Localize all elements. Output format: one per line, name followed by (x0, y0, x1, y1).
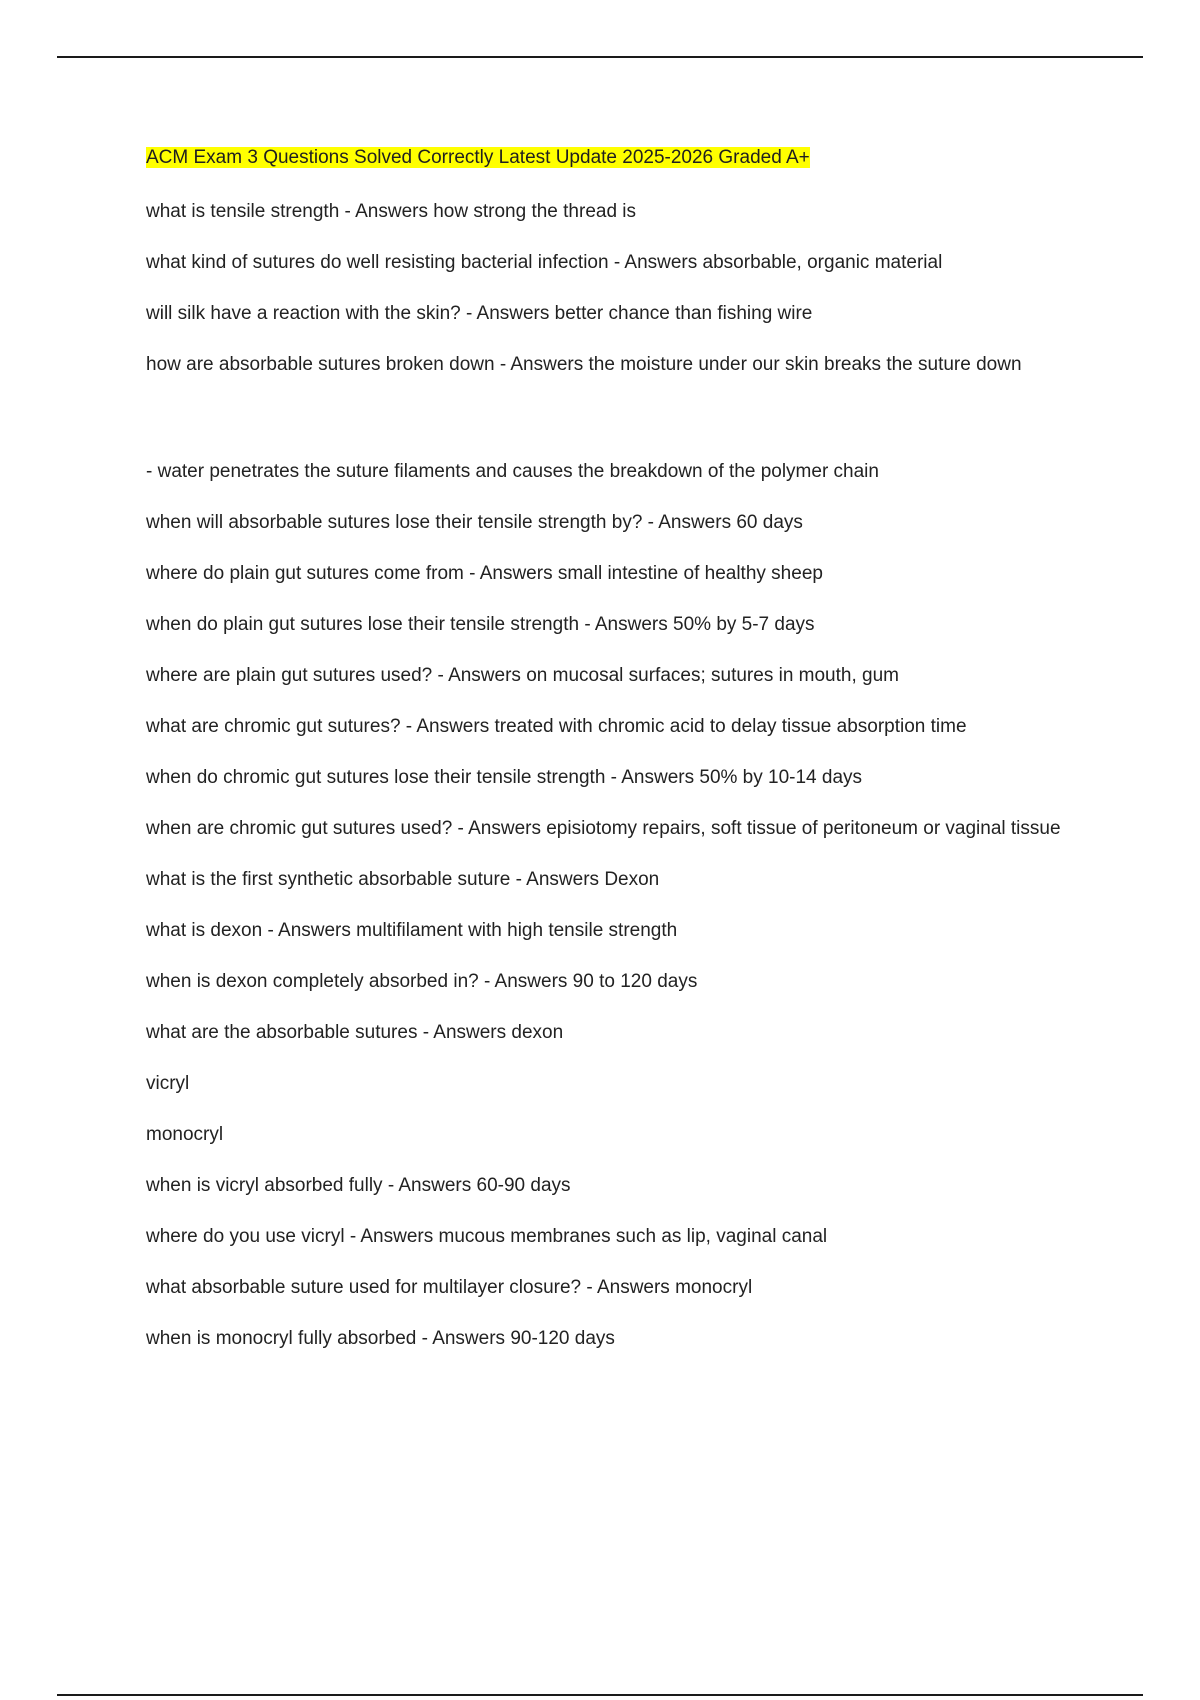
spacer (146, 400, 1076, 456)
document-body (146, 145, 1076, 1374)
qa-line: where are plain gut sutures used? - Answers on mucosal surfaces; sutures in mouth, gum (146, 665, 899, 686)
qa-line: vicryl (146, 1073, 190, 1094)
qa-line: what is the first synthetic absorbable suture - Answers Dexon (146, 869, 660, 890)
qa-line: monocryl (146, 1124, 224, 1145)
bottom-rule (57, 1694, 1143, 1696)
qa-line: when is vicryl absorbed fully - Answers 60-90 days (146, 1175, 571, 1196)
qa-line: will silk have a reaction with the skin? - Answers better chance than fishing wire (146, 303, 813, 324)
qa-line: what absorbable suture used for multilayer closure? - Answers monocryl (146, 1277, 753, 1298)
qa-line: where do plain gut sutures come from - Answers small intestine of healthy sheep (146, 563, 823, 584)
qa-line: how are absorbable sutures broken down - Answers the moisture under our skin breaks the suture down (146, 354, 1022, 375)
qa-line: when are chromic gut sutures used? - Answers episiotomy repairs, soft tissue of peritoneum or vaginal tissue (146, 818, 1061, 839)
document-title: ACM Exam 3 Questions Solved Correctly Latest Update 2025-2026 Graded A+ (146, 147, 810, 168)
qa-line: when do plain gut sutures lose their tensile strength - Answers 50% by 5-7 days (146, 614, 815, 635)
qa-line: what kind of sutures do well resisting bacterial infection - Answers absorbable, organic material (146, 252, 943, 273)
qa-line: what is dexon - Answers multifilament with high tensile strength (146, 920, 678, 941)
qa-line: what are the absorbable sutures - Answers dexon (146, 1022, 564, 1043)
qa-line: when is monocryl fully absorbed - Answers 90-120 days (146, 1328, 615, 1349)
qa-line: what are chromic gut sutures? - Answers treated with chromic acid to delay tissue absorption time (146, 716, 967, 737)
top-rule (57, 56, 1143, 58)
qa-line: when do chromic gut sutures lose their tensile strength - Answers 50% by 10-14 days (146, 767, 863, 788)
qa-line: when is dexon completely absorbed in? - Answers 90 to 120 days (146, 971, 698, 992)
qa-line: - water penetrates the suture filaments and causes the breakdown of the polymer chain (146, 461, 879, 482)
title-line (146, 145, 1076, 172)
qa-line: where do you use vicryl - Answers mucous membranes such as lip, vaginal canal (146, 1226, 828, 1247)
qa-line: when will absorbable sutures lose their tensile strength by? - Answers 60 days (146, 512, 803, 533)
qa-line: what is tensile strength - Answers how strong the thread is (146, 201, 637, 222)
